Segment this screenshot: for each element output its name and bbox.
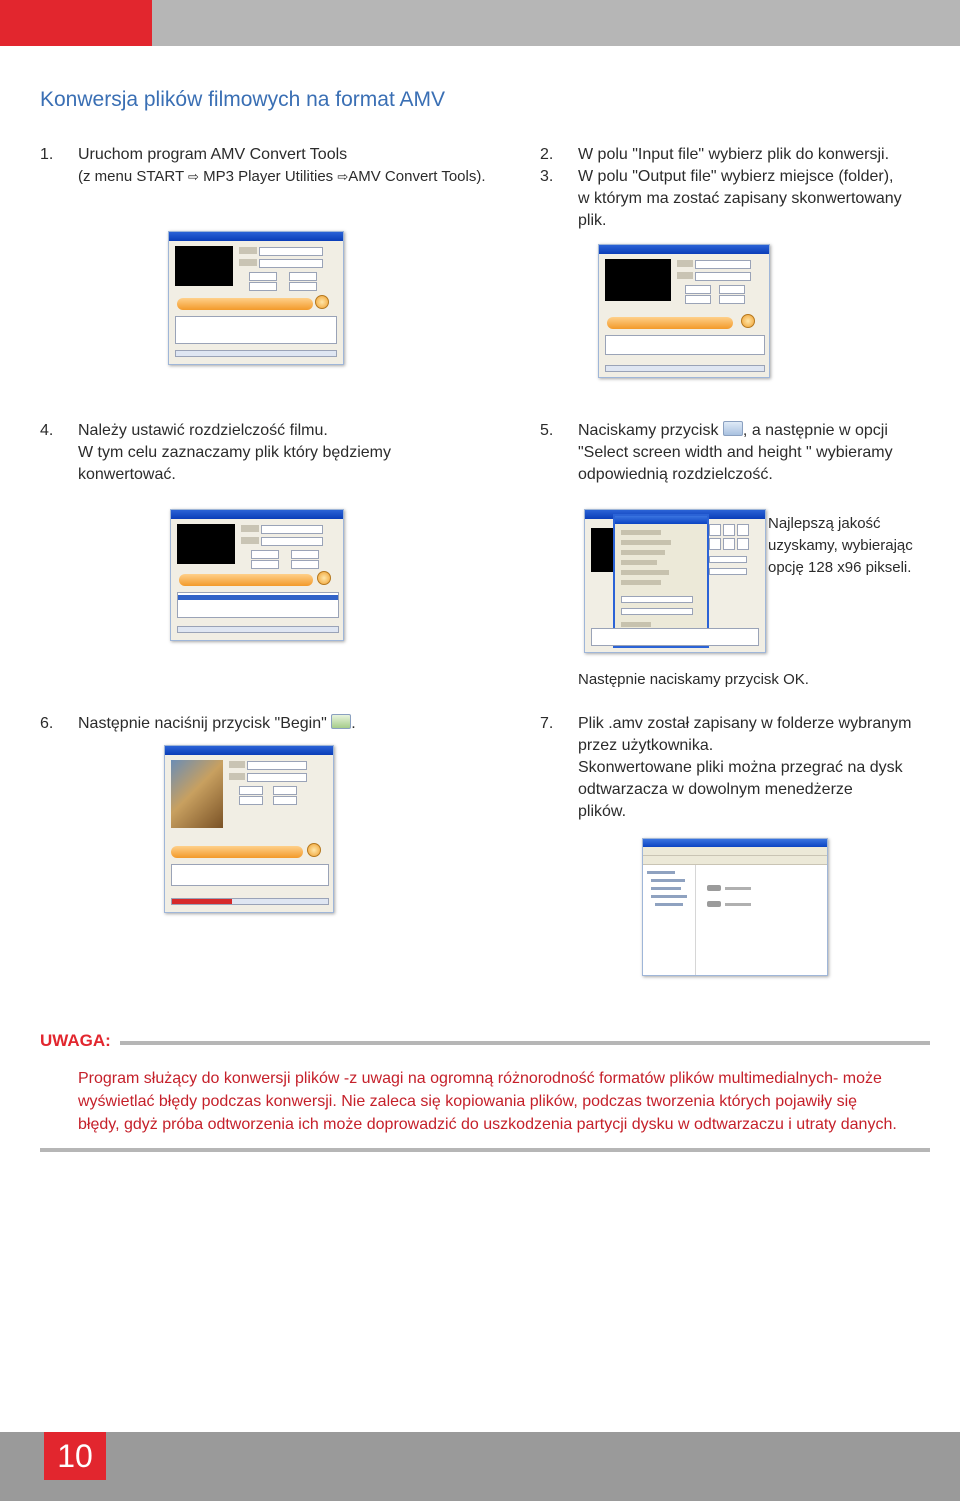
step-3-number: 3. (540, 168, 554, 185)
screenshot-properties-dialog (584, 509, 766, 653)
step-6-tail: . (351, 715, 356, 732)
step-5-line2: "Select screen width and height " wybieramy (578, 444, 893, 461)
screenshot-amv-tool-files (598, 244, 770, 378)
step-1 (40, 144, 500, 189)
step-5-number: 5. (540, 422, 554, 439)
warning-label: UWAGA: (40, 1031, 111, 1050)
page-title: Konwersja plików filmowych na format AMV (40, 88, 445, 111)
step-4 (40, 420, 500, 486)
step-5-note3: opcję 128 x96 pikseli. (768, 559, 912, 576)
step-1-number: 1. (40, 146, 54, 163)
step-6-text: Następnie naciśnij przycisk "Begin" (78, 715, 327, 732)
step-2-number: 2. (540, 146, 554, 163)
begin-button-icon (331, 714, 351, 729)
step-4-line3: konwertować. (78, 466, 176, 483)
step-3-line3: plik. (578, 212, 607, 229)
step-7-line5: plików. (578, 803, 627, 820)
step-2-text: W polu "Input file" wybierz plik do konwersji. (578, 146, 890, 163)
step-6 (40, 713, 500, 735)
step-4-line1: Należy ustawić rozdzielczość filmu. (78, 422, 328, 439)
step-3-line2: w którym ma zostać zapisany skonwertowany (578, 190, 902, 207)
warning-line2: wyświetlać błędy podczas konwersji. Nie zaleca się kopiowania plików, podczas tworzenia których pojawiły się (78, 1093, 858, 1110)
step-5-line3: odpowiednią rozdzielczość. (578, 466, 773, 483)
warning-line3: błędy, gdyż próba odtworzenia ich może doprowadzić do uszkodzenia partycji dysku w odtwarzaczu i utraty danych. (78, 1116, 897, 1133)
step-5-ok-note: Następnie naciskamy przycisk OK. (578, 671, 809, 688)
step-4-number: 4. (40, 422, 54, 439)
warning-bottom-divider (40, 1148, 930, 1152)
step-2 (540, 144, 940, 166)
step-7-line2: przez użytkownika. (578, 737, 714, 754)
step-1-line2b: MP3 Player Utilities (203, 168, 334, 185)
step-5-line1b: , a następnie w opcji (742, 422, 888, 439)
screenshot-amv-tool-selected (170, 509, 344, 641)
arrow-right-icon: ⇨ (337, 170, 349, 185)
screenshot-amv-tool-converting (164, 745, 334, 913)
warning-divider (120, 1041, 930, 1045)
footer-bar (0, 1432, 960, 1501)
step-3-line1: W polu "Output file" wybierz miejsce (folder), (578, 168, 894, 185)
page-number: 10 (44, 1432, 106, 1480)
step-5-note2: uzyskamy, wybierając (768, 537, 913, 554)
warning-text (78, 1067, 938, 1136)
step-1-line1: Uruchom program AMV Convert Tools (78, 146, 348, 163)
settings-button-icon (723, 421, 743, 436)
header-gray-bar (152, 0, 960, 46)
screenshot-amv-tool-empty (168, 231, 344, 365)
step-7 (540, 713, 950, 823)
step-5 (540, 420, 950, 486)
step-3 (540, 166, 950, 232)
step-5-line1a: Naciskamy przycisk (578, 422, 719, 439)
arrow-right-icon: ⇨ (188, 170, 199, 185)
warning-line1: Program służący do konwersji plików -z uwagi na ogromną różnorodność formatów plików multimedialnych- może (78, 1070, 882, 1087)
header-red-bar (0, 0, 152, 46)
step-6-number: 6. (40, 715, 54, 732)
step-7-line4: odtwarzacza w dowolnym menedżerze (578, 781, 853, 798)
step-1-line2c: AMV Convert Tools). (348, 168, 486, 185)
step-5-note (768, 513, 948, 579)
step-7-number: 7. (540, 715, 554, 732)
screenshot-file-explorer (642, 838, 828, 976)
step-1-line2a: (z menu START (78, 168, 184, 185)
step-4-line2: W tym celu zaznaczamy plik który będziemy (78, 444, 391, 461)
step-7-line3: Skonwertowane pliki można przegrać na dysk (578, 759, 903, 776)
step-5-note1: Najlepszą jakość (768, 515, 881, 532)
step-7-line1: Plik .amv został zapisany w folderze wybranym (578, 715, 912, 732)
